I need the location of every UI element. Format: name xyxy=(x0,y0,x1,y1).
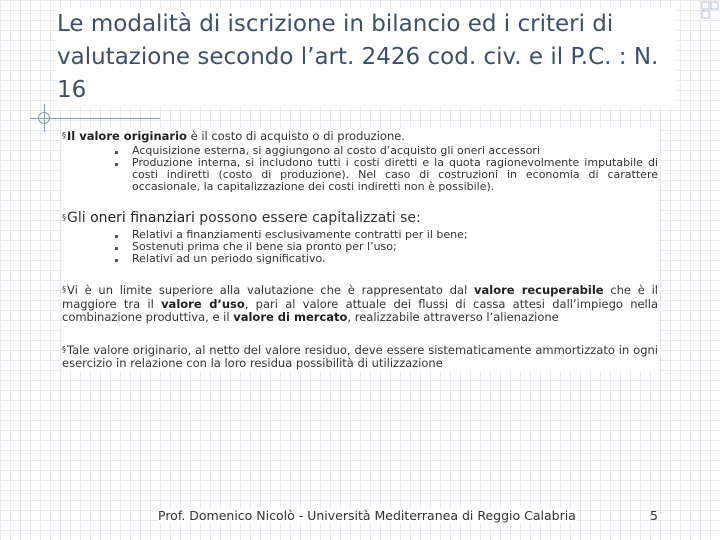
list-item: Acquisizione esterna, si aggiungono al costo d’acquisto gli oneri accessori xyxy=(132,145,658,157)
p2-sublist xyxy=(62,229,658,265)
list-item: Produzione interna, si includono tutti i costi diretti e la quota ragionevolmente imputabile di costi indiretti (costo di produzione). Nel caso di costruzioni in economia di carattere occasionale, la capitalizzazione dei costi indiretti non è possibile). xyxy=(132,156,658,193)
crosshair-circle-icon xyxy=(38,112,50,124)
section-sign-bullet-icon: § xyxy=(62,131,66,140)
list-item: Sostenuti prima che il bene sia pronto per l’uso; xyxy=(132,241,658,253)
list-item: Relativi a finanziamenti esclusivamente contratti per il bene; xyxy=(132,229,658,241)
paragraph-valore-originario xyxy=(62,128,658,144)
page-number: 5 xyxy=(650,508,658,523)
p1-sublist xyxy=(62,145,658,193)
p1-text: è il costo di acquisto o di produzione. xyxy=(186,129,405,143)
section-sign-bullet-icon: § xyxy=(62,285,66,294)
p3-text-2: che è il maggiore tra il xyxy=(62,283,658,311)
paragraph-ammortamento xyxy=(62,343,658,371)
p2-text: possono essere capitalizzati se: xyxy=(194,210,421,226)
paragraph-oneri-finanziari xyxy=(62,209,658,227)
section-sign-bullet-icon: § xyxy=(62,344,66,354)
slide-body xyxy=(62,128,658,371)
list-item: Relativi ad un periodo significativo. xyxy=(132,253,658,265)
p2-keyword: oneri finanziari xyxy=(90,210,195,226)
p2-pre: Gli xyxy=(67,210,91,226)
p4-text: Tale valore originario, al netto del valore residuo, deve essere sistematicamente ammortizzato in ogni esercizio in relazione con la loro residua possibilità di utilizzazione xyxy=(62,342,658,370)
corner-grid-decoration xyxy=(700,0,720,20)
p1-bold: Il valore originario xyxy=(67,129,187,143)
p3-bold-2: valore d’uso xyxy=(161,296,245,311)
p3-text-3: , pari al valore attuale dei flussi di cassa attesi dall’impiego nella combinazione produttiva, e il xyxy=(62,296,658,324)
section-sign-bullet-icon: § xyxy=(62,213,66,222)
footer-author: Prof. Domenico Nicolò - Università Mediterranea di Reggio Calabria xyxy=(158,508,576,523)
slide-title: Le modalità di iscrizione in bilancio ed i criteri di valutazione secondo l’art. 2426 cod. civ. e il P.C. : N. 16 xyxy=(57,8,677,107)
p3-bold-1: valore recuperabile xyxy=(474,283,604,297)
p3-text-1: Vi è un limite superiore alla valutazione che è rappresentato dal xyxy=(67,283,475,297)
p3-bold-3: valore di mercato xyxy=(233,310,348,324)
paragraph-valore-recuperabile xyxy=(62,283,658,325)
p3-text-4: , realizzabile attraverso l’alienazione xyxy=(347,310,559,324)
